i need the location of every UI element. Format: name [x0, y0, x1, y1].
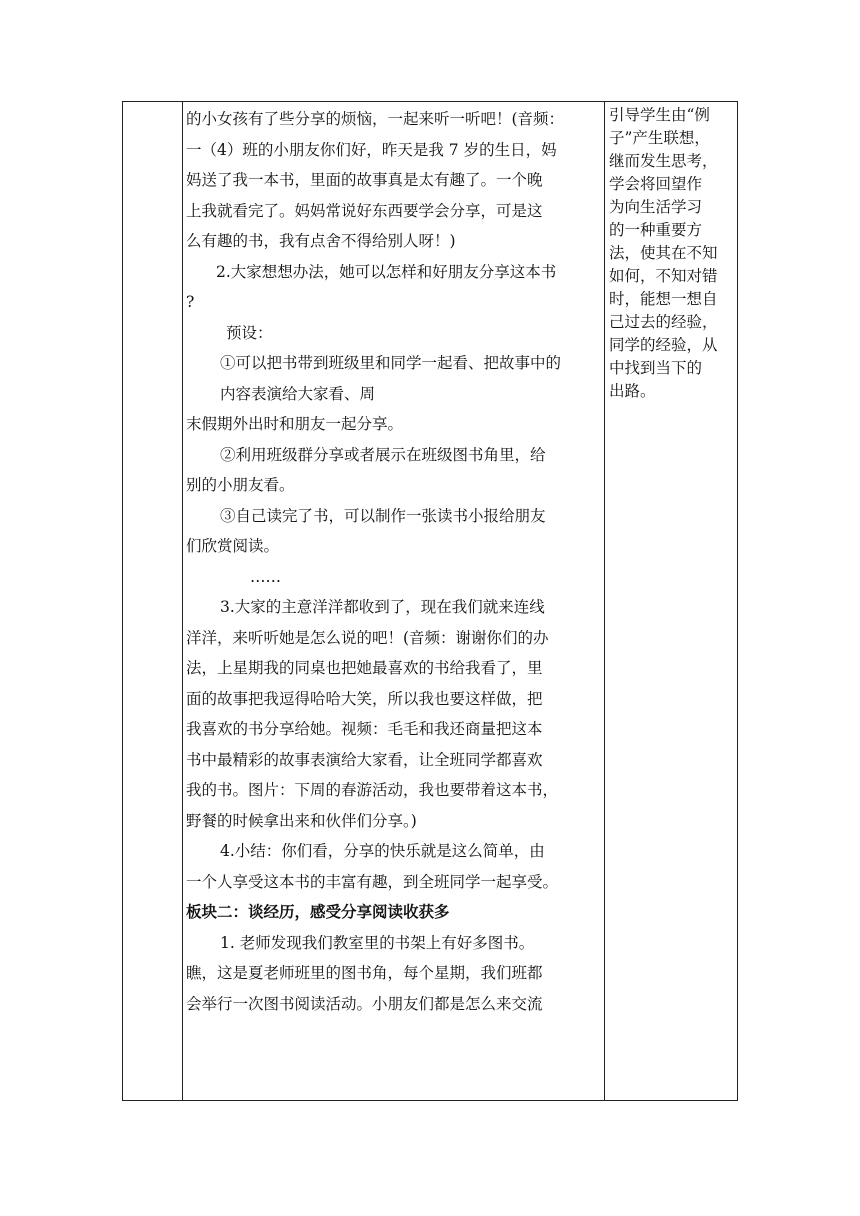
main-text-line: 1. 老师发现我们教室里的书架上有好多图书。	[220, 933, 535, 952]
main-text-line: 一个人享受这本书的丰富有趣，到全班同学一起享受。	[186, 872, 559, 891]
main-text-line: ?	[186, 293, 195, 311]
main-text-line: 野餐的时候拿出来和伙伴们分享。)	[186, 811, 417, 830]
note-text-line: 中找到当下的	[609, 359, 703, 377]
note-text-line: 己过去的经验，	[609, 313, 718, 331]
main-text-line: 书中最精彩的故事表演给大家看，让全班同学都喜欢	[186, 750, 543, 769]
note-text-line: 如何，不知对错	[609, 267, 718, 285]
main-text-line: 一（4）班的小朋友你们好，昨天是我 7 岁的生日，妈	[186, 140, 557, 159]
main-text-line: 4.小结：你们看，分享的快乐就是这么简单，由	[220, 842, 545, 860]
design-intent-cell	[609, 104, 733, 403]
main-text-line: ①可以把书带到班级里和同学一起看、把故事中的	[220, 354, 562, 372]
main-text-line: ③自己读完了书，可以制作一张读书小报给朋友	[220, 506, 546, 525]
main-text-line: ②利用班级群分享或者展示在班级图书角里，给	[220, 445, 546, 464]
main-text-line: 上我就看完了。妈妈常说好东西要学会分享，可是这	[186, 201, 543, 220]
main-text-line: 瞧，这是夏老师班里的图书角，每个星期，我们班都	[186, 964, 543, 982]
note-text-line: 法，使其在不知	[609, 244, 718, 262]
main-text-line: 我的书。图片：下周的春游活动，我也要带着这本书，	[186, 781, 559, 799]
main-text-line: 内容表演给大家看、周	[220, 384, 376, 403]
main-text-line: 我喜欢的书分享给她。视频：毛毛和我还商量把这本	[186, 720, 543, 738]
note-text-line: 学会将回望作	[609, 175, 703, 193]
note-text-line: 同学的经验，从	[609, 336, 718, 354]
note-text-line: 的一种重要方	[609, 221, 703, 239]
main-text-line: 会举行一次图书阅读活动。小朋友们都是怎么来交流	[186, 994, 543, 1013]
main-text-line: 2.大家想想办法，她可以怎样和好朋友分享这本书	[216, 262, 557, 281]
note-text-line: 为向生活学习	[609, 198, 703, 216]
main-text-line: 面的故事把我逗得哈哈大笑，所以我也要这样做，把	[186, 689, 543, 708]
note-text-line: 继而发生思考，	[609, 152, 718, 170]
column-divider-left	[182, 102, 183, 1100]
main-text-line: 么有趣的书，我有点舍不得给别人呀！)	[186, 232, 456, 250]
main-text-line: 法，上星期我的同桌也把她最喜欢的书给我看了，里	[186, 659, 543, 677]
main-text-line: 别的小朋友看。	[186, 476, 295, 494]
main-text-line: 洋洋，来听听她是怎么说的吧！(音频：谢谢你们的办	[186, 628, 549, 647]
main-text-line: 们欣赏阅读。	[186, 537, 280, 555]
main-text-line: 的小女孩有了些分享的烦恼，一起来听一听吧！(音频：	[186, 110, 565, 128]
teaching-process-cell	[186, 104, 604, 1100]
note-text-line: 出路。	[609, 382, 656, 400]
note-text-line: 时，能想一想自	[609, 290, 718, 308]
note-text-line: 引导学生由“例	[609, 106, 710, 124]
main-text-line: 板块二：谈经历，感受分享阅读收获多	[186, 902, 450, 921]
main-text-line: 妈送了我一本书，里面的故事真是太有趣了。一个晚	[186, 171, 543, 189]
main-text-line: 末假期外出时和朋友一起分享。	[186, 415, 404, 433]
column-divider-right	[604, 102, 605, 1100]
main-text-line: 预设：	[226, 323, 273, 342]
main-text-line: 3.大家的主意洋洋都收到了，现在我们就来连线	[220, 598, 545, 616]
note-text-line: 子”产生联想，	[609, 129, 710, 147]
main-text-line: ……	[250, 567, 281, 586]
